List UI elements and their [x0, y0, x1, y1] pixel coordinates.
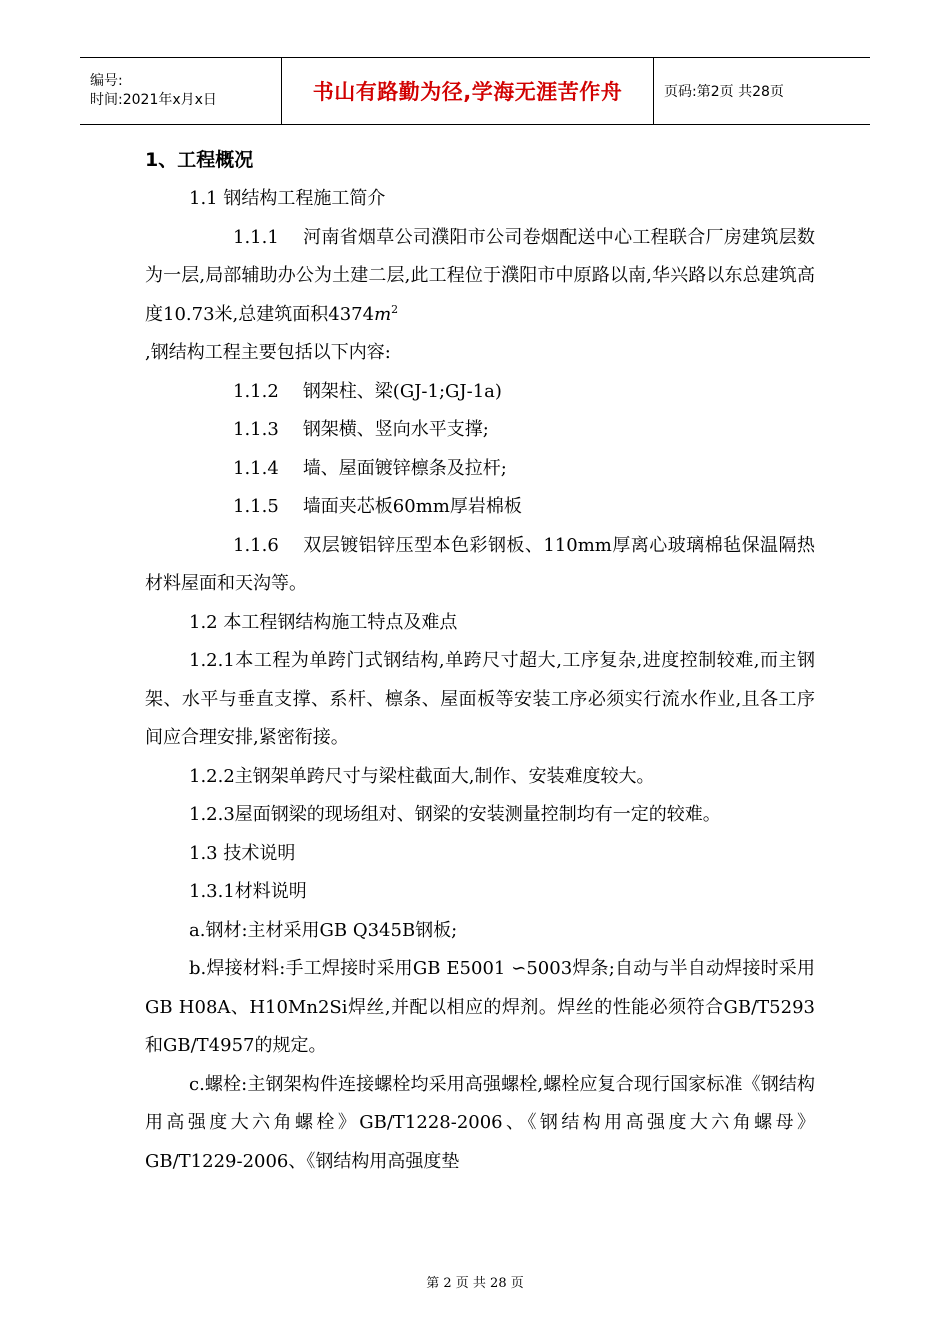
item-label: 1.1.6	[233, 534, 279, 556]
item-label: 1.1.2	[233, 380, 279, 402]
paragraph-text: 河南省烟草公司濮阳市公司卷烟配送中心工程联合厂房建筑层数为一层,局部辅助办公为土建二层,此工程位于濮阳市中原路以南,华兴路以东总建筑高度10.73米,总建筑面积	[145, 226, 815, 325]
paragraph-welding: b.焊接材料:手工焊接时采用GB E5001 ∽5003焊条;自动与半自动焊接时采用GB H08A、H10Mn2Si焊丝,并配以相应的焊剂。焊丝的性能必须符合GB/T5293和GB/T4957的规定。	[145, 958, 815, 1056]
area-unit: m	[374, 303, 392, 325]
document-number-label: 编号:	[90, 73, 123, 89]
paragraph-1-1-1-tail: ,钢结构工程主要包括以下内容:	[145, 342, 391, 363]
area-exponent: 2	[391, 302, 399, 316]
paragraph-1-2-2: 1.2.2主钢架单跨尺寸与梁柱截面大,制作、安装难度较大。	[189, 765, 655, 787]
item-label: 1.1.4	[233, 457, 279, 479]
item-1-1-5	[145, 488, 815, 527]
paragraph-1-1-1	[145, 219, 815, 335]
paragraph-1-2-3: 1.2.3屋面钢梁的现场组对、钢梁的安装测量控制均有一定的较难。	[189, 804, 721, 825]
heading-1-1: 1.1 钢结构工程施工简介	[189, 188, 386, 209]
header-motto-cell	[281, 58, 654, 124]
item-text: 钢架横、竖向水平支撑;	[302, 419, 489, 440]
page-footer: 第 2 页 共 28 页	[426, 1276, 524, 1291]
item-1-1-4	[145, 450, 815, 489]
heading-1-3-1: 1.3.1材料说明	[189, 881, 307, 902]
paragraph-bolts: c.螺栓:主钢架构件连接螺栓均采用高强螺栓,螺栓应复合现行国家标准《钢结构用高强度大六角螺栓》GB/T1228-2006、《钢结构用高强度大六角螺母》GB/T1229-2006、《钢结构用高强度垫	[145, 1073, 815, 1172]
paragraph-steel: a.钢材:主材采用GB Q345B钢板;	[189, 919, 458, 941]
item-text: 钢架柱、梁(GJ-1;GJ-1a)	[302, 380, 502, 402]
header-page-cell	[654, 58, 870, 124]
item-label: 1.1.3	[233, 419, 279, 440]
paragraph-1-2-1: 1.2.1本工程为单跨门式钢结构,单跨尺寸超大,工序复杂,进度控制较难,而主钢架、水平与垂直支撑、系杆、檩条、屋面板等安装工序必须实行流水作业,且各工序间应合理安排,紧密衔接。	[145, 650, 815, 748]
section-title: 1、工程概况	[145, 149, 254, 171]
item-label: 1.1.1	[233, 226, 279, 248]
item-1-1-3	[145, 411, 815, 450]
header-motto: 书山有路勤为径,学海无涯苦作舟	[312, 80, 623, 104]
heading-1-3: 1.3 技术说明	[189, 842, 296, 864]
heading-1-2: 1.2 本工程钢结构施工特点及难点	[189, 611, 458, 633]
document-body	[145, 140, 815, 1181]
item-text: 墙、屋面镀锌檩条及拉杆;	[302, 457, 507, 479]
header-page-info: 页码:第2页 共28页	[664, 84, 784, 100]
document-time: 时间:2021年x月x日	[90, 92, 217, 108]
item-label: 1.1.5	[233, 496, 279, 517]
area-value: 4374	[328, 303, 375, 325]
item-1-1-6	[145, 527, 815, 604]
page-header	[80, 57, 870, 125]
item-1-1-2	[145, 373, 815, 412]
header-meta	[80, 58, 281, 124]
item-text: 墙面夹芯板60mm厚岩棉板	[302, 496, 522, 517]
item-text: 双层镀铝锌压型本色彩钢板、110mm厚离心玻璃棉毡保温隔热材料屋面和天沟等。	[145, 534, 815, 594]
